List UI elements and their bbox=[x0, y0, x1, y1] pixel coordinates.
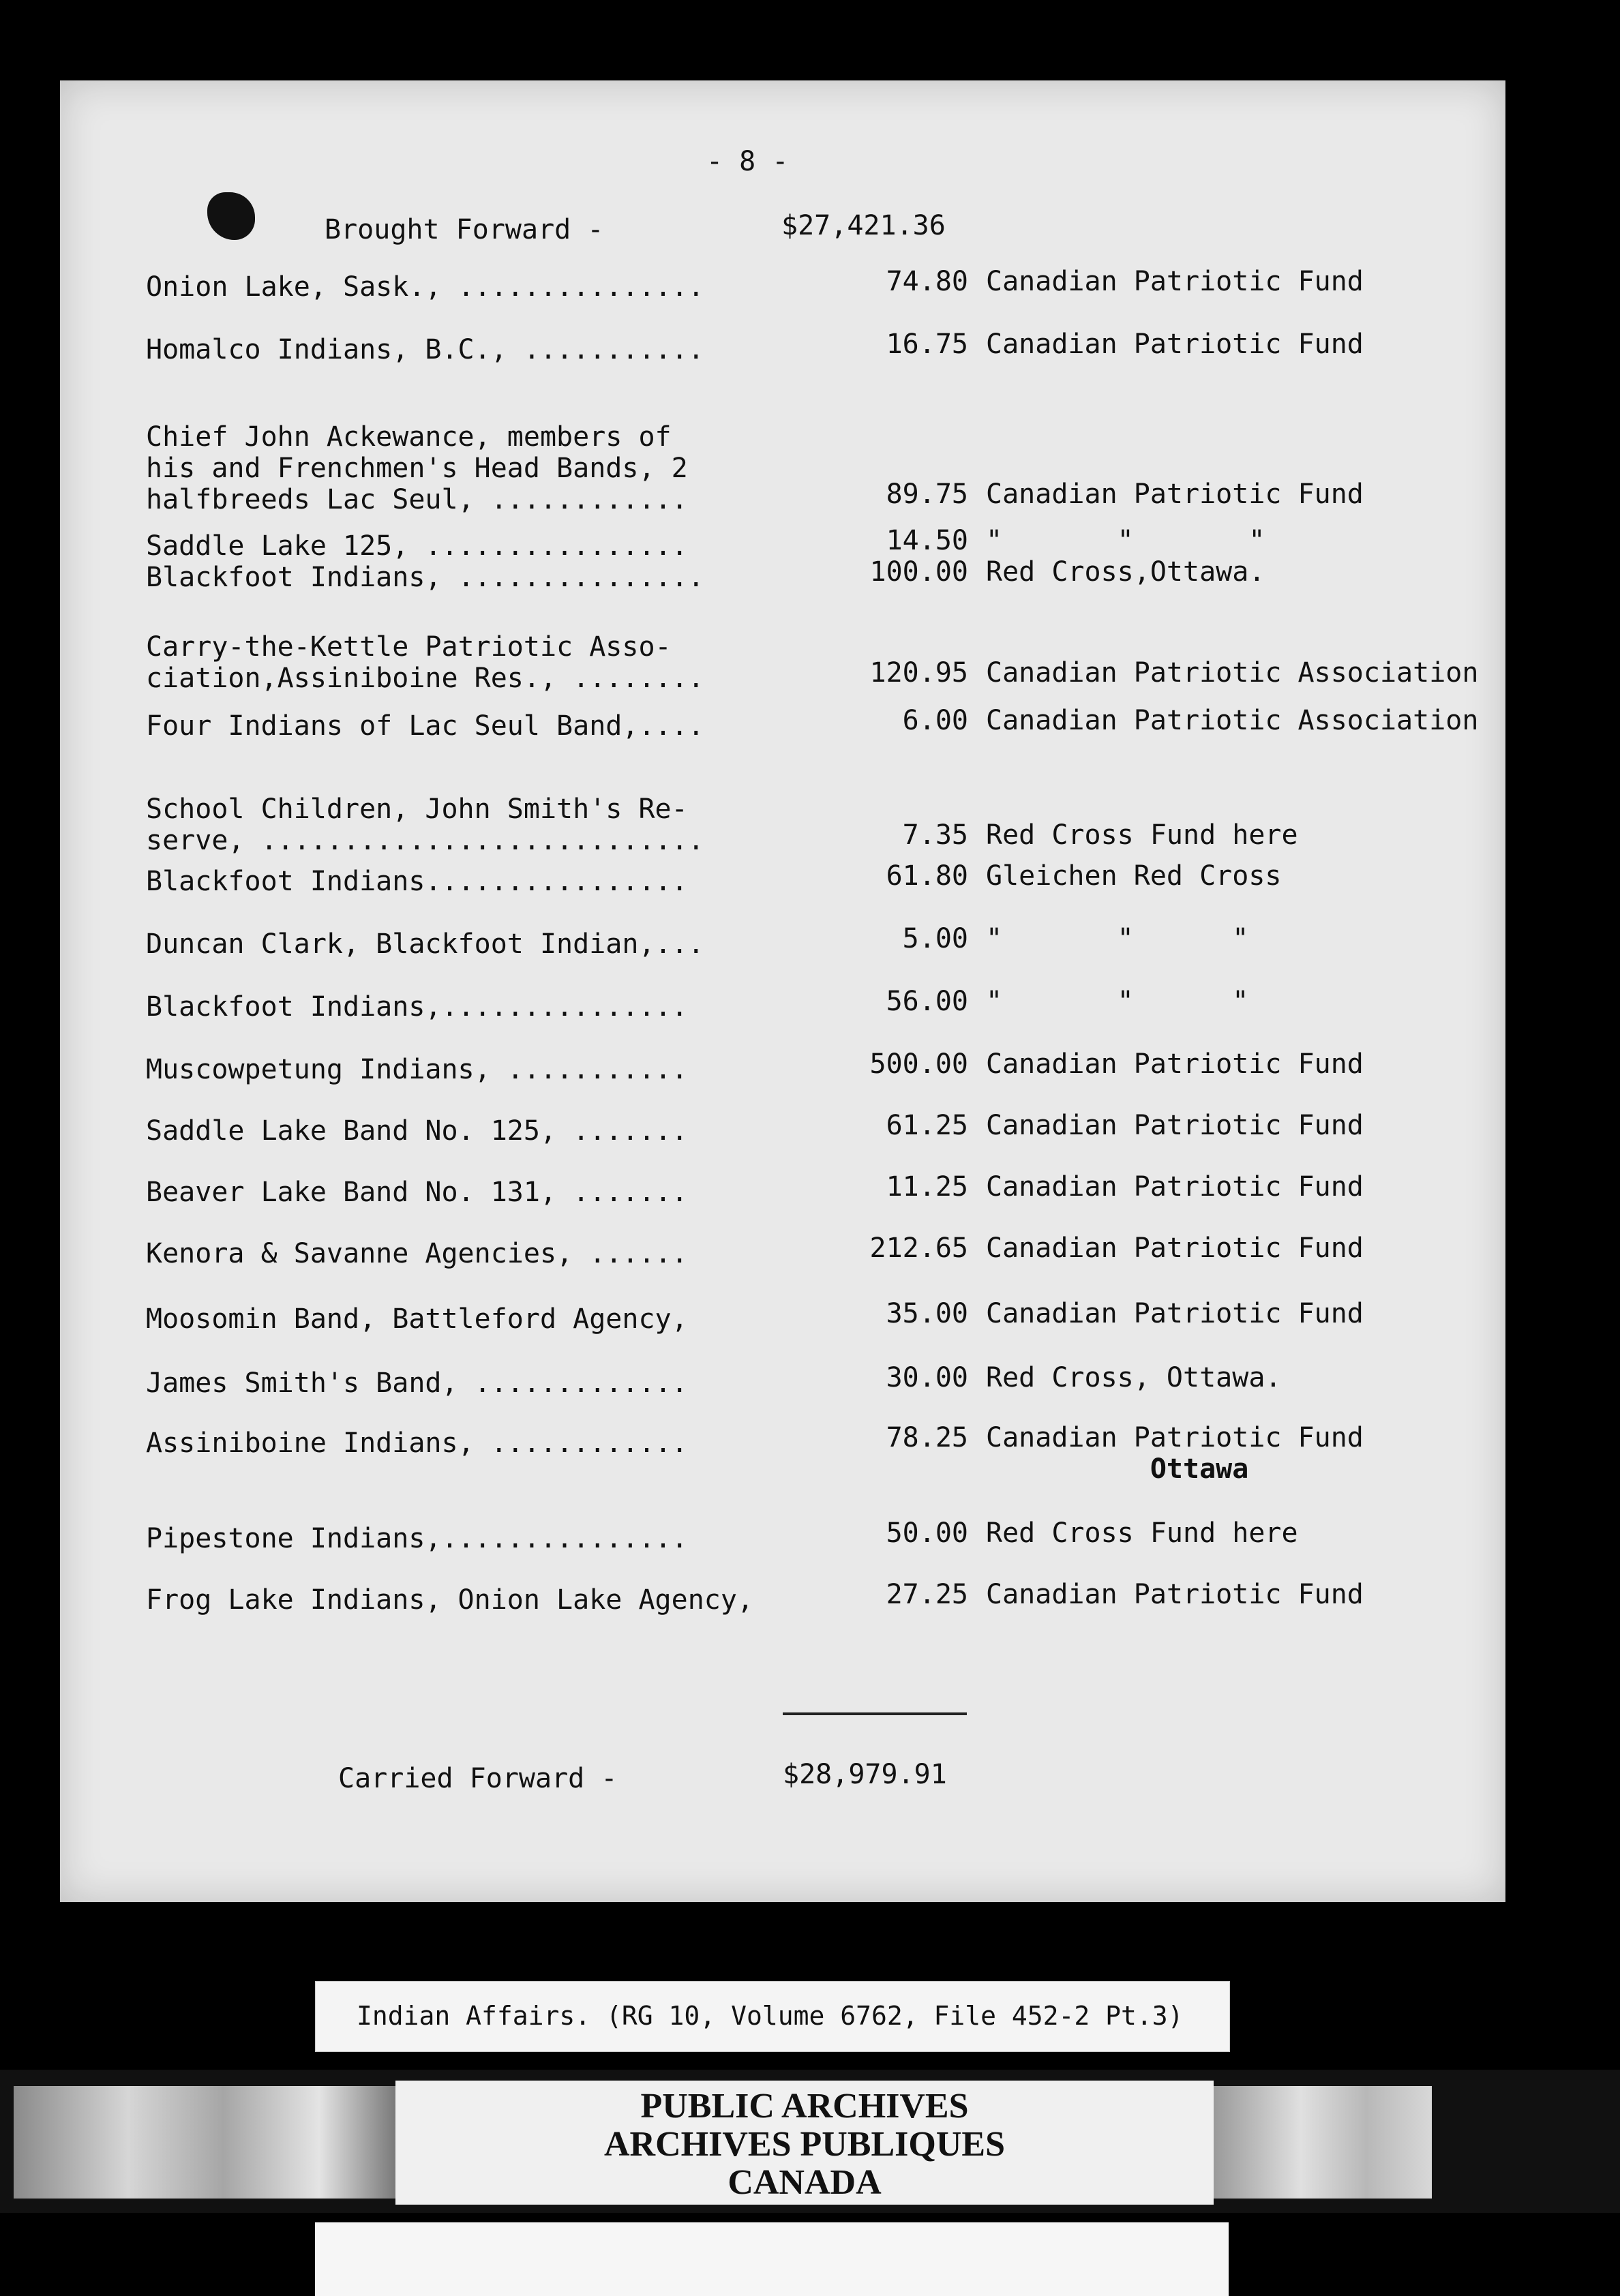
brought-forward-label: Brought Forward - bbox=[325, 214, 604, 245]
entry-amount: 6.00 bbox=[902, 705, 968, 736]
entry-destination: Canadian Patriotic Association bbox=[986, 657, 1479, 689]
entry-description: Assiniboine Indians, ............ bbox=[146, 1428, 688, 1459]
ink-blot-mark bbox=[207, 192, 255, 240]
entry-amount: 14.50 bbox=[886, 525, 968, 556]
carried-forward-label: Carried Forward - bbox=[338, 1763, 618, 1794]
stamp-line-2: ARCHIVES PUBLIQUES bbox=[603, 2125, 1006, 2164]
citation-label bbox=[315, 1981, 1230, 2052]
entry-amount: 120.95 bbox=[869, 657, 968, 689]
entry-destination: Canadian Patriotic Fund bbox=[986, 1171, 1364, 1203]
total-rule bbox=[783, 1712, 967, 1715]
entry-destination: Canadian Patriotic Fund bbox=[986, 1422, 1364, 1453]
entry-amount: 212.65 bbox=[869, 1233, 968, 1264]
entry-description: Saddle Lake 125, ................ bbox=[146, 530, 688, 562]
entry-amount: 100.00 bbox=[869, 556, 968, 588]
entry-description: Homalco Indians, B.C., ........... bbox=[146, 334, 704, 365]
entry-description: halfbreeds Lac Seul, ............ bbox=[146, 484, 688, 515]
entry-amount: 35.00 bbox=[886, 1298, 968, 1329]
citation-text: Indian Affairs. (RG 10, Volume 6762, File 452-2 Pt.3) bbox=[357, 2001, 1184, 2031]
entry-amount: 16.75 bbox=[886, 329, 968, 360]
entry-description: Muscowpetung Indians, ........... bbox=[146, 1054, 688, 1085]
entry-description: Moosomin Band, Battleford Agency, bbox=[146, 1303, 688, 1335]
entry-destination: Canadian Patriotic Fund bbox=[986, 479, 1364, 510]
entry-destination: Red Cross,Ottawa. bbox=[986, 556, 1265, 588]
document-page bbox=[60, 80, 1505, 1902]
entry-description: Chief John Ackewance, members of bbox=[146, 421, 672, 453]
entry-amount: 5.00 bbox=[902, 923, 968, 954]
entry-destination: Canadian Patriotic Fund bbox=[986, 1048, 1364, 1080]
bottom-label-strip bbox=[315, 2222, 1229, 2296]
entry-description: Blackfoot Indians, ............... bbox=[146, 562, 704, 593]
entry-destination: Canadian Patriotic Fund bbox=[986, 1298, 1364, 1329]
entry-amount: 78.25 bbox=[886, 1422, 968, 1453]
entry-description: Blackfoot Indians................ bbox=[146, 866, 688, 897]
entry-description: James Smith's Band, ............. bbox=[146, 1368, 688, 1399]
entry-destination: Red Cross Fund here bbox=[986, 1517, 1298, 1549]
entry-amount: 7.35 bbox=[902, 819, 968, 851]
entry-destination: " " " bbox=[986, 986, 1249, 1017]
entry-description: Blackfoot Indians,............... bbox=[146, 991, 688, 1023]
entry-destination: Red Cross Fund here bbox=[986, 819, 1298, 851]
entry-amount: 11.25 bbox=[886, 1171, 968, 1203]
entry-description: Duncan Clark, Blackfoot Indian,... bbox=[146, 928, 704, 960]
entry-destination: Canadian Patriotic Fund bbox=[986, 1110, 1364, 1141]
entry-description: School Children, John Smith's Re- bbox=[146, 794, 688, 825]
entry-description: Kenora & Savanne Agencies, ...... bbox=[146, 1238, 688, 1269]
entry-amount: 61.80 bbox=[886, 860, 968, 892]
carried-forward-amount: $28,979.91 bbox=[783, 1759, 947, 1790]
entry-amount: 500.00 bbox=[869, 1048, 968, 1080]
archives-stamp bbox=[395, 2081, 1214, 2205]
entry-description: serve, ........................... bbox=[146, 825, 704, 856]
entry-destination: Gleichen Red Cross bbox=[986, 860, 1282, 892]
entry-description: Carry-the-Kettle Patriotic Asso- bbox=[146, 631, 672, 663]
stamp-line-1: PUBLIC ARCHIVES bbox=[640, 2087, 969, 2126]
entry-description: Onion Lake, Sask., ............... bbox=[146, 271, 704, 303]
entry-amount: 74.80 bbox=[886, 266, 968, 297]
page-number: - 8 - bbox=[706, 146, 789, 177]
entry-destination: " " " bbox=[986, 525, 1265, 556]
entry-destination: Canadian Patriotic Fund bbox=[986, 1579, 1364, 1610]
entry-amount: 30.00 bbox=[886, 1362, 968, 1393]
entry-amount: 50.00 bbox=[886, 1517, 968, 1549]
entry-destination: Canadian Patriotic Association bbox=[986, 705, 1479, 736]
entry-description: Pipestone Indians,............... bbox=[146, 1523, 688, 1554]
entry-amount: 61.25 bbox=[886, 1110, 968, 1141]
entry-description: his and Frenchmen's Head Bands, 2 bbox=[146, 453, 688, 484]
entry-destination: " " " bbox=[986, 923, 1249, 954]
entry-destination: Ottawa bbox=[986, 1453, 1249, 1485]
entry-amount: 27.25 bbox=[886, 1579, 968, 1610]
film-edge-left bbox=[14, 2086, 395, 2199]
film-edge-right bbox=[1214, 2086, 1432, 2199]
entry-destination: Canadian Patriotic Fund bbox=[986, 266, 1364, 297]
entry-description: Saddle Lake Band No. 125, ....... bbox=[146, 1115, 688, 1147]
stamp-line-3: CANADA bbox=[728, 2163, 882, 2202]
entry-description: ciation,Assiniboine Res., ........ bbox=[146, 663, 704, 694]
entry-description: Frog Lake Indians, Onion Lake Agency, bbox=[146, 1584, 754, 1616]
entry-amount: 56.00 bbox=[886, 986, 968, 1017]
entry-description: Four Indians of Lac Seul Band,.... bbox=[146, 710, 704, 742]
entry-description: Beaver Lake Band No. 131, ....... bbox=[146, 1177, 688, 1208]
archive-stamp-band bbox=[0, 2070, 1620, 2213]
brought-forward-amount: $27,421.36 bbox=[781, 210, 946, 241]
entry-destination: Canadian Patriotic Fund bbox=[986, 1233, 1364, 1264]
entry-destination: Red Cross, Ottawa. bbox=[986, 1362, 1282, 1393]
entry-destination: Canadian Patriotic Fund bbox=[986, 329, 1364, 360]
entry-amount: 89.75 bbox=[886, 479, 968, 510]
